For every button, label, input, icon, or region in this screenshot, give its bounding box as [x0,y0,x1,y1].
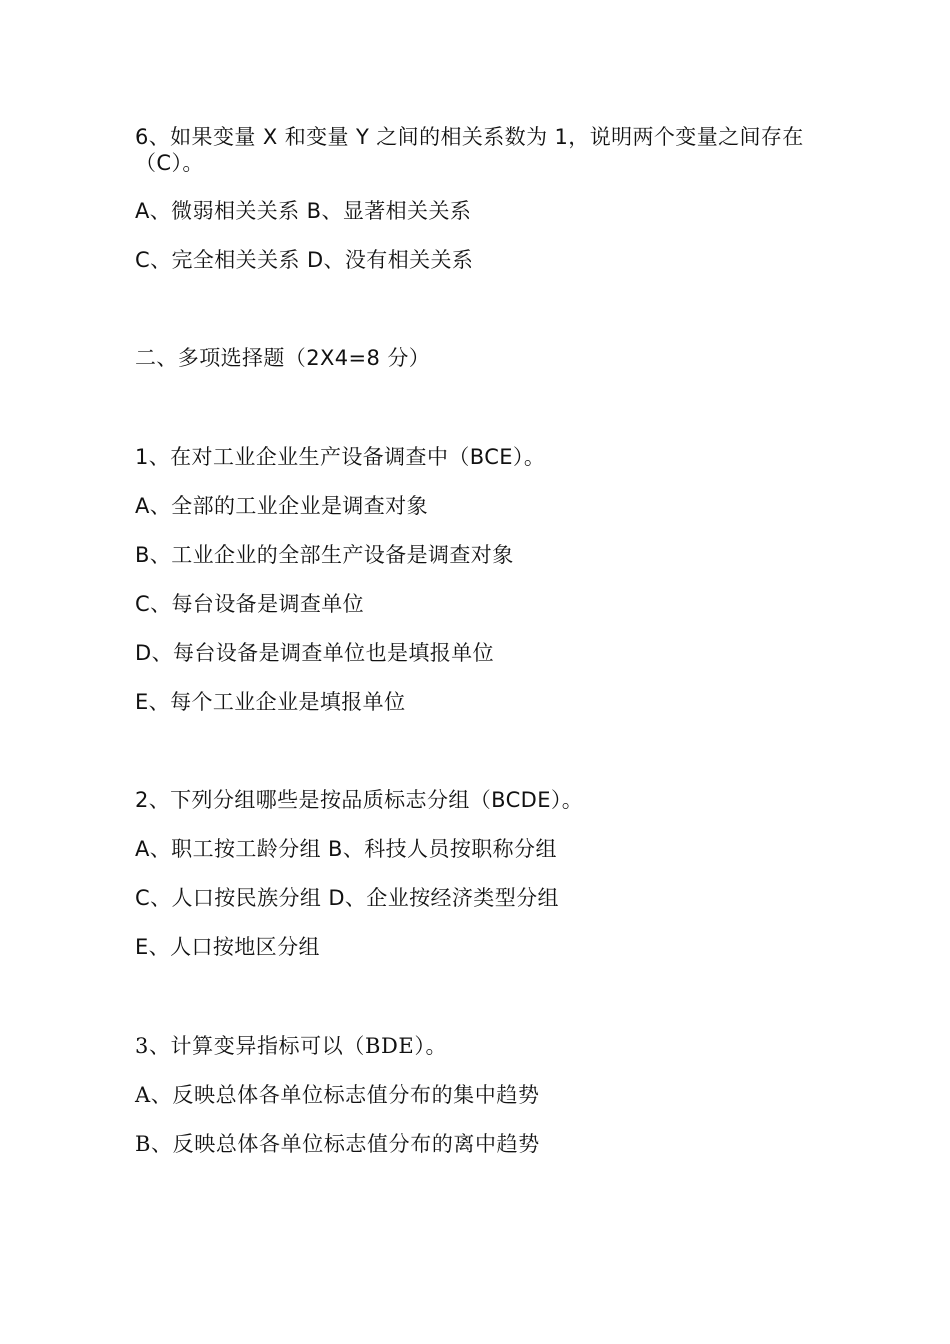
question-6-options-a-b: A、微弱相关关系 B、显著相关关系 [135,199,472,223]
section-title-multiple-choice: 二、多项选择题（2X4=8 分） [135,346,431,370]
mq1-stem: 1、在对工业企业生产设备调查中（BCE）。 [135,445,546,469]
mq2-option-e: E、人口按地区分组 [135,935,320,959]
mq1-option-a: A、全部的工业企业是调查对象 [135,494,428,518]
question-6-stem-line-2: （C）。 [135,151,204,175]
mq3-stem: 3、计算变异指标可以（BDE）。 [135,1034,448,1058]
mq1-option-c: C、每台设备是调查单位 [135,592,365,616]
mq1-option-b: B、工业企业的全部生产设备是调查对象 [135,543,514,567]
question-6-stem-line-1: 6、如果变量 X 和变量 Y 之间的相关系数为 1，说明两个变量之间存在 [135,125,804,149]
question-6-options-c-d: C、完全相关关系 D、没有相关关系 [135,248,474,272]
mq2-options-c-d: C、人口按民族分组 D、企业按经济类型分组 [135,886,559,910]
mq1-option-d: D、每台设备是调查单位也是填报单位 [135,641,494,665]
mq1-option-e: E、每个工业企业是填报单位 [135,690,406,714]
mq2-options-a-b: A、职工按工龄分组 B、科技人员按职称分组 [135,837,557,861]
mq2-stem: 2、下列分组哪些是按品质标志分组（BCDE）。 [135,788,584,812]
mq3-option-b: B、反映总体各单位标志值分布的离中趋势 [135,1132,540,1156]
mq3-option-a: A、反映总体各单位标志值分布的集中趋势 [135,1083,540,1107]
